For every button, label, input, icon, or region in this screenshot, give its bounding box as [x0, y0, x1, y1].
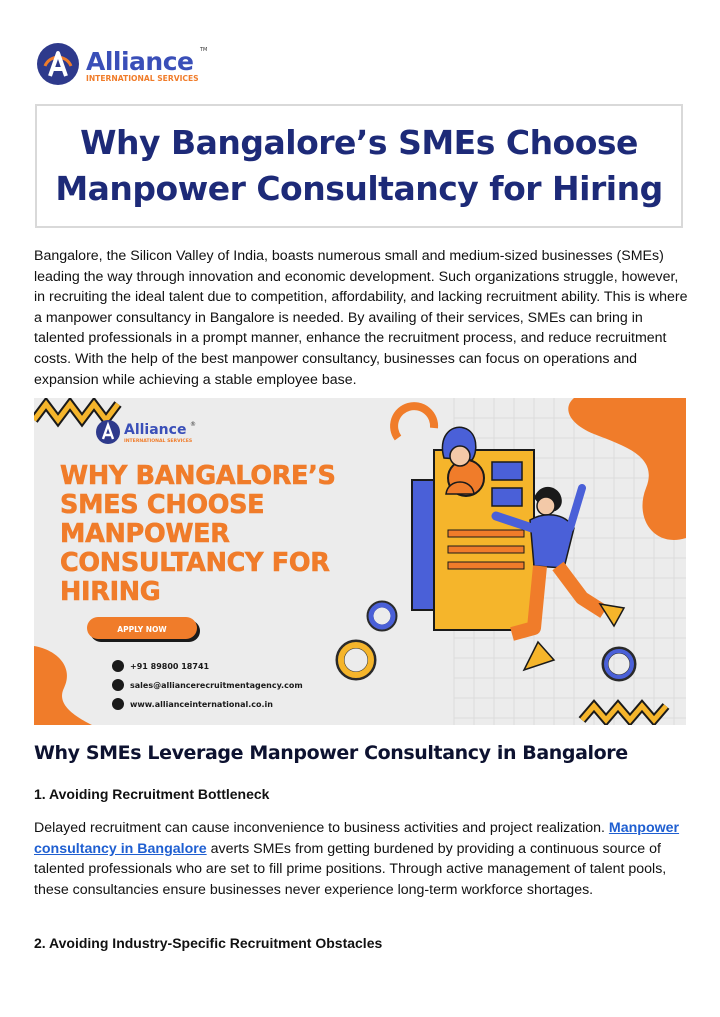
- banner-headline-line-3: MANPOWER: [60, 519, 230, 549]
- intro-paragraph: Bangalore, the Silicon Valley of India, boasts numerous small and medium-sized businesses (SMEs) leading the way through innovation and economic development. Such organizations struggle, however, in recruiting the ideal talent due to competition, affordability, and lacking recruitment ability. This is where a manpower consultancy in Bangalore is needed. By availing of their services, SMEs can bring in talented professionals in a prompt manner, enhance the recruitment process, and reduce recruitment costs. With the help of the best manpower consultancy, businesses can focus on operations and expansion while achieving a stable employee base.: [34, 248, 688, 388]
- banner-email: sales@alliancerecruitmentagency.com: [130, 681, 303, 690]
- banner-headline-line-5: HIRING: [60, 577, 161, 607]
- paragraph-1-start: Delayed recruitment can cause inconvenience to business activities and project realization.: [34, 820, 609, 836]
- paragraph-1: [34, 818, 684, 900]
- banner-phone: +91 89800 18741: [130, 662, 210, 671]
- logo-wordmark: Alliance: [86, 47, 194, 76]
- logo-trademark: TM: [200, 47, 208, 53]
- apply-now-button[interactable]: [87, 617, 200, 642]
- subheading-1: 1. Avoiding Recruitment Bottleneck: [34, 786, 270, 802]
- mail-icon: [112, 679, 124, 691]
- banner-logo-wordmark: Alliance: [124, 422, 187, 438]
- banner-headline-line-2: SMES CHOOSE: [60, 490, 265, 520]
- paragraph-1-end: averts SMEs from getting burdened by providing a continuous source of talented professionals who are set to fill prime positions. Through active management of talent pools, these consultancies ensure businesses never experience long-term workforce shortages.: [34, 840, 667, 898]
- hero-banner-image: [34, 398, 686, 725]
- page-title-line-2: Manpower Consultancy for Hiring: [55, 169, 663, 208]
- banner-headline-line-1: WHY BANGALORE’S: [60, 461, 336, 491]
- globe-icon: [112, 698, 124, 710]
- logo-circle-icon: [37, 43, 79, 85]
- logo-tagline: INTERNATIONAL SERVICES: [86, 74, 199, 83]
- banner-headline-line-4: CONSULTANCY FOR: [60, 548, 330, 578]
- manpower-consultancy-link[interactable]: Manpower consultancy in Bangalore: [34, 820, 680, 857]
- banner-logo-trademark: ®: [190, 421, 196, 428]
- banner-logo-tagline: INTERNATIONAL SERVICES: [124, 439, 193, 444]
- banner-logo: [96, 420, 196, 444]
- banner-website: www.allianceinternational.co.in: [130, 700, 273, 709]
- phone-icon: [112, 660, 124, 672]
- title-box: [35, 104, 683, 228]
- apply-now-label: APPLY NOW: [117, 625, 167, 634]
- section-heading: Why SMEs Leverage Manpower Consultancy in Bangalore: [34, 742, 628, 764]
- page-title-line-1: Why Bangalore’s SMEs Choose: [80, 123, 638, 162]
- subheading-2: 2. Avoiding Industry-Specific Recruitment Obstacles: [34, 935, 383, 951]
- alliance-logo[interactable]: [36, 40, 216, 88]
